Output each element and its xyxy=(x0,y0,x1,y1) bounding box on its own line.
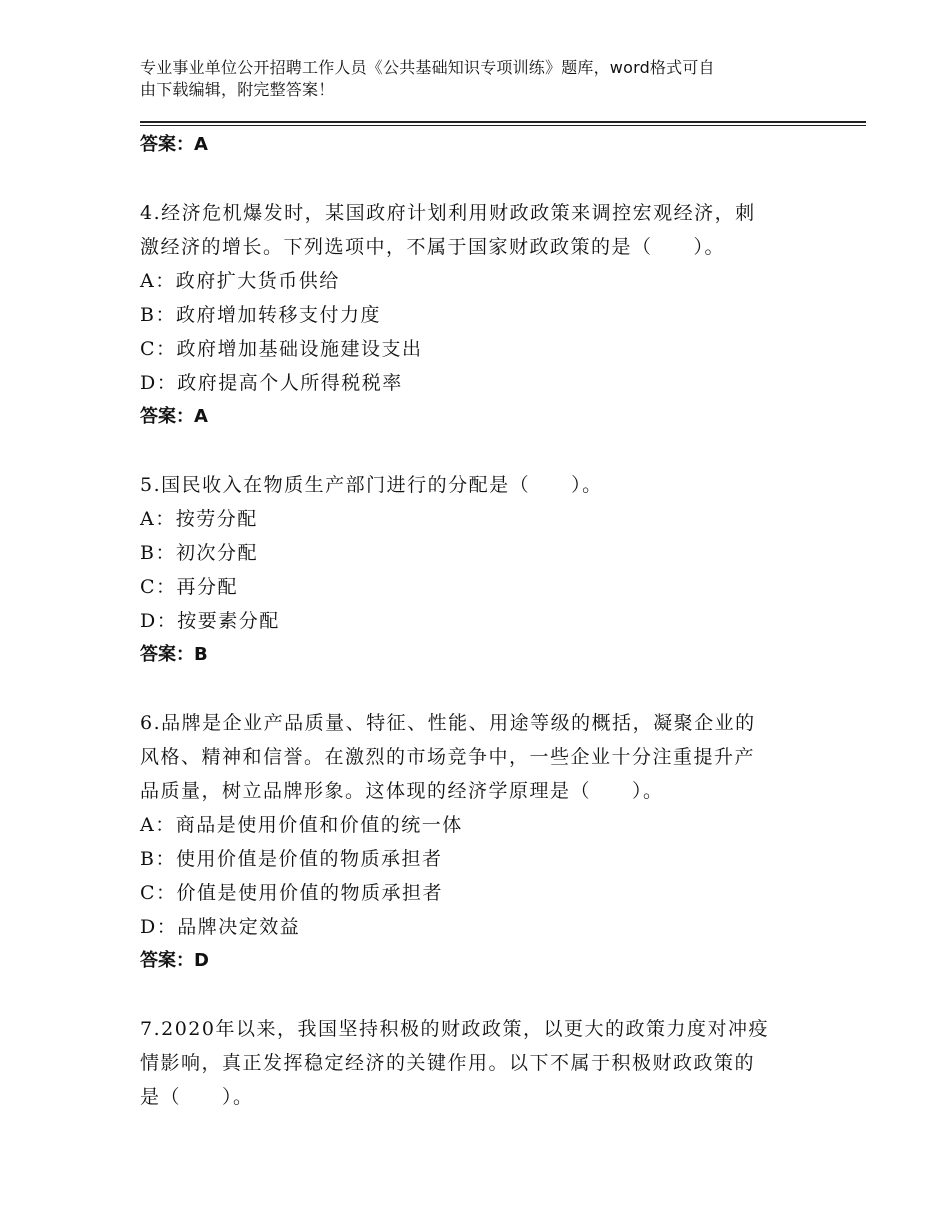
question-4-option-d: D：政府提高个人所得税税率 xyxy=(140,372,403,394)
document-header xyxy=(140,57,820,101)
question-5-line-1: 5.国民收入在物质生产部门进行的分配是（ ）。 xyxy=(140,474,603,496)
header-line-2: 由下载编辑，附完整答案！ xyxy=(140,80,335,99)
question-7-line-1: 7.2020年以来，我国坚持积极的财政政策，以更大的政策力度对冲疫 xyxy=(140,1018,769,1040)
question-5-option-a: A：按劳分配 xyxy=(140,508,258,530)
question-6-option-a: A：商品是使用价值和价值的统一体 xyxy=(140,814,463,836)
question-5-option-d: D：按要素分配 xyxy=(140,610,280,632)
header-line-1: 专业事业单位公开招聘工作人员《公共基础知识专项训练》题库，word格式可自 xyxy=(140,58,715,77)
question-4-line-2: 激经济的增长。下列选项中，不属于国家财政政策的是（ ）。 xyxy=(140,236,726,258)
question-4-line-1: 4.经济危机爆发时，某国政府计划利用财政政策来调控宏观经济，刺 xyxy=(140,202,756,224)
header-rule-thin xyxy=(140,125,866,126)
question-5 xyxy=(140,468,830,672)
question-6-option-d: D：品牌决定效益 xyxy=(140,916,301,938)
question-6-line-3: 品质量，树立品牌形象。这体现的经济学原理是（ ）。 xyxy=(140,780,664,802)
spacer xyxy=(140,162,830,196)
question-7-line-2: 情影响，真正发挥稳定经济的关键作用。以下不属于积极财政政策的 xyxy=(140,1052,756,1074)
question-6-option-c: C：价值是使用价值的物质承担者 xyxy=(140,882,444,904)
answer-prev: 答案：A xyxy=(140,134,208,155)
question-6 xyxy=(140,706,830,978)
question-list xyxy=(140,128,830,1114)
question-6-line-2: 风格、精神和信誉。在激烈的市场竞争中，一些企业十分注重提升产 xyxy=(140,746,756,768)
question-5-option-c: C：再分配 xyxy=(140,576,239,598)
question-5-option-b: B：初次分配 xyxy=(140,542,258,564)
question-6-line-1: 6.品牌是企业产品质量、特征、性能、用途等级的概括，凝聚企业的 xyxy=(140,712,756,734)
question-4-option-a: A：政府扩大货币供给 xyxy=(140,270,340,292)
question-4-option-b: B：政府增加转移支付力度 xyxy=(140,304,381,326)
question-4 xyxy=(140,196,830,434)
header-rule-thick xyxy=(140,121,866,123)
spacer xyxy=(140,978,830,1012)
question-6-answer: 答案：D xyxy=(140,950,209,971)
spacer xyxy=(140,672,830,706)
question-4-option-c: C：政府增加基础设施建设支出 xyxy=(140,338,423,360)
question-4-answer: 答案：A xyxy=(140,406,208,427)
spacer xyxy=(140,434,830,468)
question-7-line-3: 是（ ）。 xyxy=(140,1086,254,1108)
question-6-option-b: B：使用价值是价值的物质承担者 xyxy=(140,848,443,870)
question-5-answer: 答案：B xyxy=(140,644,208,665)
question-7 xyxy=(140,1012,830,1114)
